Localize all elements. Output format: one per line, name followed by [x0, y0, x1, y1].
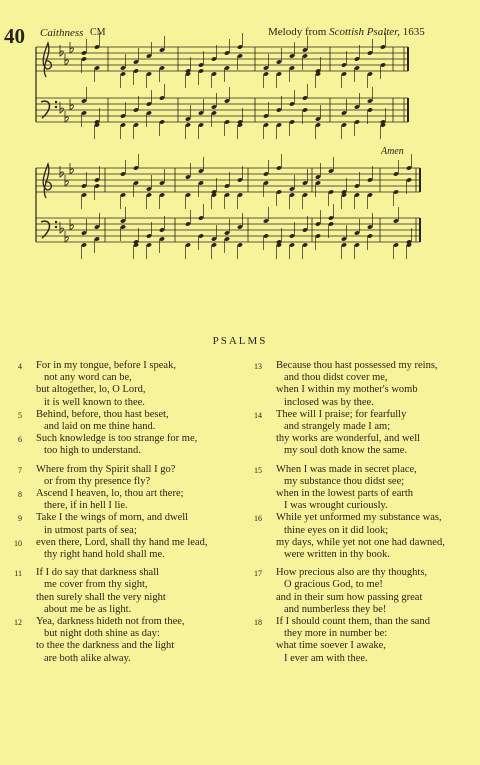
- verse-line: How precious also are thy thoughts,: [276, 567, 428, 579]
- verse-line: to thee the darkness and the light: [36, 640, 175, 652]
- bass-clef: [41, 221, 49, 238]
- verse-number: 6: [18, 435, 22, 445]
- melody-source: Scottish Psalter,: [329, 26, 400, 38]
- verse-line: my soul doth know the same.: [284, 445, 408, 457]
- verse-line: then surely shall the very night: [36, 591, 166, 603]
- flat-sign: [70, 163, 73, 174]
- verse-line: thine eyes on it did look;: [284, 524, 389, 536]
- bass-clef: [55, 101, 57, 103]
- amen-label: Amen: [381, 146, 404, 157]
- verse-line: even there, Lord, shall thy hand me lead,: [36, 536, 208, 548]
- verse-line: they more in number be:: [284, 628, 388, 640]
- flat-sign: [65, 175, 68, 186]
- verse: [0, 512, 215, 536]
- flat-sign: [70, 219, 73, 230]
- verse-line: Thee will I praise; for fearfully: [276, 408, 407, 420]
- verse-line: For in my tongue, before I speak,: [36, 360, 176, 371]
- verse-number: 4: [18, 362, 22, 371]
- melody-year: 1635: [400, 26, 425, 38]
- verse-number: 13: [254, 362, 262, 371]
- verse-line: Behind, before, thou hast beset,: [36, 408, 169, 420]
- verse-number: 18: [254, 618, 262, 628]
- flat-sign: [65, 111, 68, 122]
- verse-number: 7: [18, 465, 22, 475]
- verse-line: inclosed was by thee.: [284, 396, 374, 408]
- section-title: PSALMS: [212, 335, 268, 347]
- left-verse-column: [0, 360, 215, 671]
- bass-clef: [55, 226, 57, 228]
- verse-number: 5: [18, 410, 22, 420]
- stanza: [0, 360, 215, 458]
- right-verse-column: [240, 360, 455, 671]
- verse-line: what time soever I awake,: [276, 640, 386, 652]
- flat-sign: [65, 54, 68, 65]
- verse-line: If I should count them, than the sand: [276, 616, 430, 628]
- verse-line: about me be as light.: [44, 603, 132, 615]
- verse-line: my substance thou didst see;: [284, 475, 405, 487]
- stanza: [240, 567, 455, 665]
- verse-line: but altogether, lo, O Lord,: [36, 384, 146, 396]
- flat-sign: [65, 231, 68, 242]
- verse: [0, 488, 215, 512]
- verse-line: in utmost parts of sea;: [44, 524, 137, 536]
- verse: [0, 409, 215, 433]
- verse-line: me cover from thy sight,: [44, 579, 148, 591]
- verse-line: Because thou hast possessed my reins,: [276, 360, 438, 371]
- flat-sign: [70, 99, 73, 110]
- verse-line: I was wrought curiously.: [284, 500, 388, 512]
- verse-line: were written in thy book.: [284, 549, 390, 561]
- verse-number: 8: [18, 490, 22, 500]
- verse: [0, 616, 215, 665]
- verse-line: or from thy presence fly?: [44, 475, 151, 487]
- treble-clef: [43, 43, 51, 77]
- verse-line: When I was made in secret place,: [276, 463, 417, 475]
- stanza: [0, 464, 215, 562]
- verse-number: 9: [18, 514, 22, 524]
- hymn-number: 40: [4, 24, 25, 48]
- verse-number: 15: [254, 465, 262, 475]
- verse-line: thy right hand hold shall me.: [44, 549, 165, 561]
- verse-line: not any word can be,: [44, 372, 132, 384]
- verse: [240, 464, 455, 513]
- verse: [240, 616, 455, 665]
- flat-sign: [70, 42, 73, 53]
- verse-line: I ever am with thee.: [284, 652, 368, 664]
- music-score: [0, 0, 480, 320]
- verse: [240, 409, 455, 458]
- verse: [0, 537, 215, 561]
- verse-line: Such knowledge is too strange for me,: [36, 433, 198, 445]
- verse-line: but night doth shine as day:: [44, 628, 160, 640]
- verse-line: are both alike alway.: [44, 652, 131, 664]
- verse-line: O gracious God, to me!: [284, 579, 383, 591]
- verse-number: 14: [254, 410, 262, 420]
- verse-line: and in their sum how passing great: [276, 591, 423, 603]
- verse-line: and strangely made I am;: [284, 421, 391, 433]
- verse: [0, 464, 215, 488]
- verse-line: Where from thy Spirit shall I go?: [36, 463, 176, 475]
- verse-line: and laid on me thine hand.: [44, 421, 156, 433]
- bass-clef: [55, 106, 57, 108]
- verse-number: 12: [14, 618, 22, 628]
- verse-number: 10: [14, 538, 22, 548]
- verse-line: and numberless they be!: [284, 603, 387, 615]
- verse-line: Ascend I heaven, lo, thou art there;: [36, 488, 184, 500]
- verse: [240, 567, 455, 616]
- treble-clef: [43, 164, 51, 198]
- melody-prefix: Melody from: [268, 26, 330, 38]
- verse-number: 11: [14, 569, 22, 579]
- verse-line: Yea, darkness hideth not from thee,: [36, 616, 185, 628]
- verse: [0, 567, 215, 616]
- verse-line: there, if in hell I lie.: [44, 500, 128, 512]
- verse-line: While yet unformed my substance was,: [276, 512, 442, 524]
- bass-clef: [41, 101, 49, 118]
- verse-line: when in the lowest parts of earth: [276, 488, 414, 500]
- verse: [240, 512, 455, 561]
- verse-line: Take I the wings of morn, and dwell: [36, 512, 189, 524]
- verse-number: 17: [254, 569, 262, 579]
- stanza: [240, 464, 455, 562]
- verse-line: too high to understand.: [44, 445, 141, 457]
- stanza: [240, 360, 455, 458]
- verse: [240, 360, 455, 409]
- stanza: [0, 567, 215, 665]
- tune-name: Caithness: [40, 27, 84, 39]
- verse-line: when I within my mother's womb: [276, 384, 418, 396]
- verse-line: thy works are wonderful, and well: [276, 433, 421, 445]
- verse: [0, 433, 215, 457]
- verse-line: my days, while yet not one had dawned,: [276, 536, 445, 548]
- verse-line: it is well known to thee.: [44, 396, 145, 408]
- verse: [0, 360, 215, 409]
- verse-line: If I do say that darkness shall: [36, 567, 160, 579]
- bass-clef: [55, 221, 57, 223]
- verse-line: and thou didst cover me,: [284, 372, 388, 384]
- meter: CM: [90, 27, 106, 38]
- verse-number: 16: [254, 514, 262, 524]
